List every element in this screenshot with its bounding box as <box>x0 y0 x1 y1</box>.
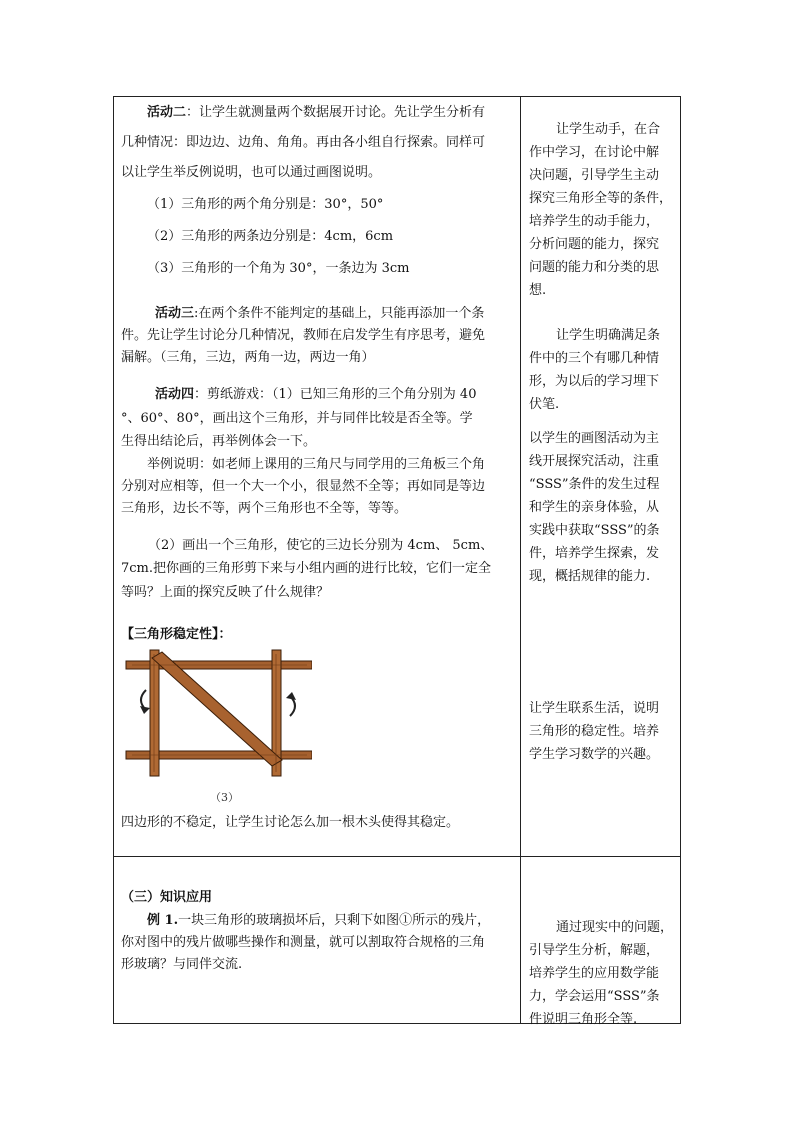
right-note-5-line3: 培养学生的应用数学能 <box>529 966 660 981</box>
activity4-line2: °、60°、80°，画出这个三角形，并与同伴比较是否全等。学 <box>121 411 473 426</box>
section3-heading: （三）知识应用 <box>121 890 213 905</box>
right-note-4-line2: 三角形的稳定性。培养 <box>529 724 660 739</box>
example-line3: 三角形，边长不等，两个三角形也不全等，等等。 <box>121 501 408 516</box>
question2-line2: 7cm.把你画的三角形剪下来与小组内画的进行比较，它们一定全 <box>121 561 492 576</box>
wooden-frame-figure <box>122 648 312 808</box>
right-note-2-line2: 件中的三个有哪几种情 <box>529 351 660 366</box>
right-note-2-line4: 伏笔. <box>529 397 560 412</box>
right-note-2-line3: 形，为以后的学习埋下 <box>529 374 660 389</box>
stability-heading: 【三角形稳定性】： <box>121 627 232 642</box>
right-note-1-line4: 探究三角形全等的条件， <box>529 191 673 206</box>
activity3-line2: 件。先让学生讨论分几种情况，教师在启发学生有序思考，避免 <box>121 328 486 343</box>
activity4-line1: 活动四：剪纸游戏：（1）已知三角形的三个角分别为 40 <box>155 387 477 402</box>
example1-line2: 你对图中的残片做哪些操作和测量，就可以割取符合规格的三角 <box>121 935 486 950</box>
activity2-item2: （2）三角形的两条边分别是：4cm，6cm <box>147 229 394 244</box>
right-note-1-line2: 作中学习，在讨论中解 <box>529 145 660 160</box>
column-divider <box>520 96 521 1024</box>
figure-label: （3） <box>210 791 239 804</box>
activity2-line1: 活动二：让学生就测量两个数据展开讨论。先让学生分析有 <box>147 105 486 120</box>
right-note-5-line2: 引导学生分析，解题， <box>529 943 660 958</box>
stability-text: 四边形的不稳定，让学生讨论怎么加一根木头使得其稳定。 <box>121 815 460 830</box>
right-note-1-line5: 培养学生的动手能力， <box>529 214 660 229</box>
question2-line1: （2）画出一个三角形，使它的三边长分别为 4cm、 5cm、 <box>148 538 494 553</box>
activity2-line2: 几种情况：即边边、边角、角角。再由各小组自行探索。同样可 <box>121 135 486 150</box>
row-divider <box>113 856 681 857</box>
right-note-3-line1: 以学生的画图活动为主 <box>529 431 660 446</box>
right-note-3-line6: 件，培养学生探索，发 <box>529 546 660 561</box>
activity2-item1: （1）三角形的两个角分别是：30°，50° <box>147 197 384 212</box>
example-line1: 举例说明：如老师上课用的三角尺与同学用的三角板三个角 <box>147 457 486 472</box>
right-note-5-line4: 力，学会运用“SSS”条 <box>529 989 660 1004</box>
question2-line3: 等吗？上面的探究反映了什么规律？ <box>121 585 330 600</box>
right-note-3-line5: 实践中获取“SSS”的条 <box>529 523 660 538</box>
activity4-line3: 生得出结论后，再举例体会一下。 <box>121 434 317 449</box>
example1-line3: 形玻璃？与同伴交流. <box>121 957 243 972</box>
right-note-3-line4: 和学生的亲身体验，从 <box>529 500 660 515</box>
right-note-1-line7: 问题的能力和分类的思 <box>529 260 660 275</box>
activity3-line1: 活动三:在两个条件不能判定的基础上，只能再添加一个条 <box>155 306 485 321</box>
activity2-line3: 以让学生举反例说明，也可以通过画图说明。 <box>121 165 382 180</box>
right-note-4-line1: 让学生联系生活，说明 <box>529 701 660 716</box>
right-note-1-line6: 分析问题的能力，探究 <box>529 237 660 252</box>
right-note-3-line7: 现，概括规律的能力. <box>529 569 651 584</box>
right-note-3-line2: 线开展探究活动，注重 <box>529 454 660 469</box>
right-note-5-line5: 件说明三角形全等. <box>529 1012 638 1027</box>
example-line2: 分别对应相等，但一个大一个小，很显然不全等；再如同是等边 <box>121 479 486 494</box>
activity2-item3: （3）三角形的一个角为 30°，一条边为 3cm <box>147 261 410 276</box>
right-note-1-line3: 决问题，引导学生主动 <box>529 168 660 183</box>
activity3-line3: 漏解。（三角，三边，两角一边，两边一角） <box>121 350 375 365</box>
right-note-4-line3: 学生学习数学的兴趣。 <box>529 747 660 762</box>
right-note-3-line3: “SSS”条件的发生过程 <box>529 477 660 492</box>
right-note-1-line1: 让学生动手，在合 <box>556 122 661 137</box>
right-note-5-line1: 通过现实中的问题， <box>556 920 674 935</box>
example1-line1: 例 1.一块三角形的玻璃损坏后，只剩下如图①所示的残片， <box>147 913 491 928</box>
right-note-2-line1: 让学生明确满足条 <box>556 328 661 343</box>
right-note-1-line8: 想. <box>529 283 547 298</box>
